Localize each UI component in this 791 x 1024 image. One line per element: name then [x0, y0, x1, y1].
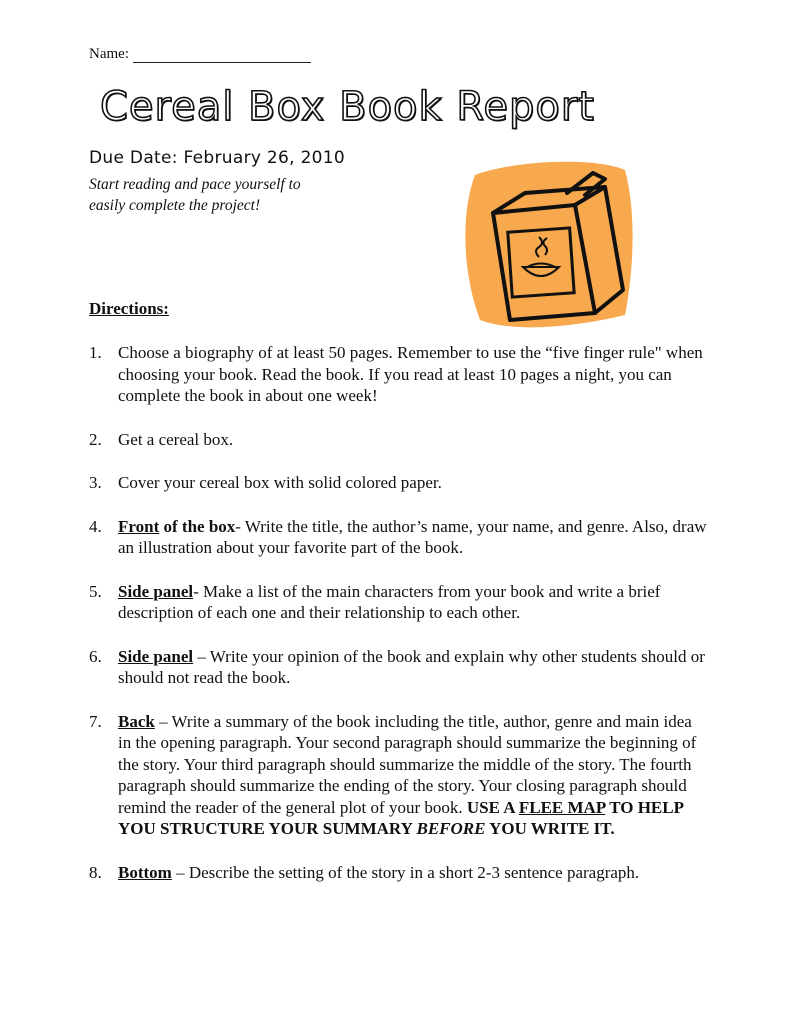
directions-heading: Directions:	[89, 299, 169, 318]
step-number: 1.	[89, 343, 102, 362]
step-label-suffix: of the box	[159, 516, 236, 536]
step-text: Get a cereal box.	[118, 429, 234, 449]
step-3	[89, 472, 709, 494]
page-title: Cereal Box Book Report	[100, 84, 595, 130]
cereal-box-icon	[455, 155, 635, 335]
step-text: - Make a list of the main characters from your book and write a brief description of each one and their relationship to each other.	[118, 581, 661, 622]
name-field	[89, 46, 311, 63]
emphasis-text: TO HELP YOU STRUCTURE YOUR SUMMARY	[118, 797, 684, 838]
emphasis-text: USE A	[466, 797, 519, 817]
name-blank-line	[133, 48, 311, 63]
step-text: – Write a summary of the book including the title, author, genre and main idea in the opening paragraph. Your second paragraph should summarize the beginning of the story. Your third paragraph should summarize the middle of the story. The fourth paragraph should summarize the ending of the story. Your closing paragraph should remind the reader of the general plot of your book.	[118, 711, 697, 817]
name-label: Name:	[89, 46, 129, 62]
step-text: Choose a biography of at least 50 pages. Remember to use the “five finger rule" when choosing your book. Read the book. If you read at least 10 pages a night, you can complete the book in about one week!	[118, 343, 703, 405]
step-7	[89, 711, 709, 840]
step-number: 4.	[89, 516, 102, 536]
tagline-line-2: easily complete the project!	[89, 197, 261, 214]
step-4	[89, 516, 709, 559]
step-number: 8.	[89, 862, 102, 882]
step-label: Bottom	[118, 862, 172, 882]
step-number: 7.	[89, 711, 102, 731]
step-5	[89, 581, 709, 624]
emphasis-italic: BEFORE	[416, 819, 486, 838]
step-8	[89, 862, 709, 884]
directions-list	[89, 342, 709, 905]
step-label: Side panel	[118, 581, 194, 601]
tagline-line-1: Start reading and pace yourself to	[89, 176, 301, 193]
tagline	[89, 174, 369, 216]
step-label: Side panel	[118, 646, 194, 666]
emphasis-text: YOU WRITE IT.	[485, 819, 615, 838]
step-number: 3.	[89, 473, 102, 492]
step-number: 2.	[89, 429, 102, 449]
step-label: Back	[118, 711, 155, 731]
step-label: Front	[118, 516, 160, 536]
step-1	[89, 342, 709, 407]
step-text: - Write the title, the author’s name, your name, and genre. Also, draw an illustration about your favorite part of the book.	[118, 516, 707, 557]
flee-map-label: FLEE MAP	[518, 797, 606, 817]
step-2	[89, 429, 709, 451]
step-text: – Describe the setting of the story in a short 2-3 sentence paragraph.	[171, 862, 640, 882]
step-text: Cover your cereal box with solid colored paper.	[118, 473, 442, 492]
step-number: 6.	[89, 646, 102, 666]
step-6	[89, 646, 709, 689]
step-text: – Write your opinion of the book and explain why other students should or should not read the book.	[118, 646, 705, 687]
due-date: Due Date: February 26, 2010	[89, 148, 346, 168]
step-number: 5.	[89, 581, 102, 601]
